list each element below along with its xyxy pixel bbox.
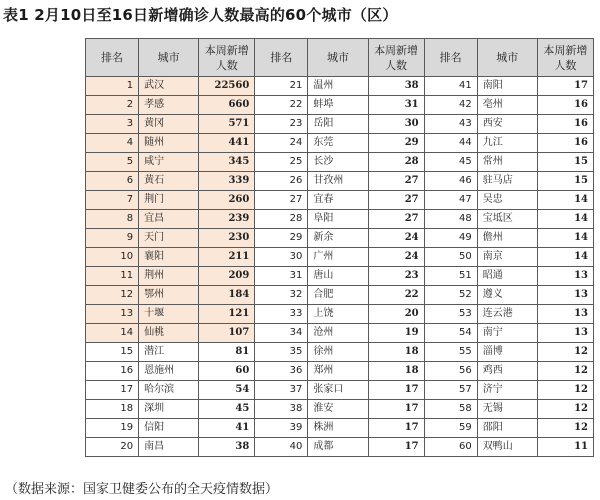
- table-row: [86, 438, 594, 457]
- rank-cell: 52: [424, 286, 477, 305]
- count-cell: 14: [537, 210, 593, 229]
- city-cell: 咸宁: [139, 153, 199, 172]
- city-cell: 唐山: [308, 267, 368, 286]
- city-cell: 南昌: [139, 438, 199, 457]
- table-row: [86, 362, 594, 381]
- city-cell: 昭通: [477, 267, 537, 286]
- count-cell: 24: [368, 229, 424, 248]
- city-cell: 合肥: [308, 286, 368, 305]
- rank-cell: 50: [424, 248, 477, 267]
- count-cell: 12: [537, 400, 593, 419]
- rank-cell: 13: [86, 305, 139, 324]
- table-row: [86, 324, 594, 343]
- rank-cell: 19: [86, 419, 139, 438]
- city-cell: 长沙: [308, 153, 368, 172]
- rank-cell: 25: [255, 153, 308, 172]
- rank-cell: 3: [86, 115, 139, 134]
- data-source-note: （数据来源：国家卫健委公布的全天疫情数据）: [5, 482, 279, 497]
- table-row: [86, 77, 594, 96]
- count-cell: 12: [537, 362, 593, 381]
- city-cell: 邵阳: [477, 419, 537, 438]
- rank-cell: 30: [255, 248, 308, 267]
- city-cell: 沧州: [308, 324, 368, 343]
- city-cell: 蚌埠: [308, 96, 368, 115]
- count-cell: 15: [537, 153, 593, 172]
- city-cell: 岳阳: [308, 115, 368, 134]
- rank-cell: 40: [255, 438, 308, 457]
- count-cell: 27: [368, 191, 424, 210]
- city-cell: 潜江: [139, 343, 199, 362]
- count-cell: 16: [537, 115, 593, 134]
- table-row: [86, 248, 594, 267]
- city-cell: 双鸭山: [477, 438, 537, 457]
- rank-cell: 53: [424, 305, 477, 324]
- city-cell: 黄冈: [139, 115, 199, 134]
- rank-header: 排名: [255, 39, 308, 77]
- count-cell: 27: [368, 172, 424, 191]
- count-cell: 19: [368, 324, 424, 343]
- rank-cell: 5: [86, 153, 139, 172]
- count-cell: 29: [368, 134, 424, 153]
- count-cell: 571: [199, 115, 255, 134]
- rank-cell: 56: [424, 362, 477, 381]
- table-row: [86, 229, 594, 248]
- count-cell: 24: [368, 248, 424, 267]
- table-row: [86, 381, 594, 400]
- count-cell: 345: [199, 153, 255, 172]
- city-cell: 宝坻区: [477, 210, 537, 229]
- rank-cell: 24: [255, 134, 308, 153]
- city-cell: 西安: [477, 115, 537, 134]
- rank-cell: 58: [424, 400, 477, 419]
- city-cell: 阜阳: [308, 210, 368, 229]
- city-cell: 广州: [308, 248, 368, 267]
- rank-cell: 23: [255, 115, 308, 134]
- city-cell: 宜春: [308, 191, 368, 210]
- rank-cell: 31: [255, 267, 308, 286]
- count-cell: 660: [199, 96, 255, 115]
- city-cell: 襄阳: [139, 248, 199, 267]
- count-cell: 107: [199, 324, 255, 343]
- count-cell: 14: [537, 248, 593, 267]
- rank-header: 排名: [86, 39, 139, 77]
- rank-cell: 21: [255, 77, 308, 96]
- count-cell: 17: [368, 419, 424, 438]
- rank-cell: 4: [86, 134, 139, 153]
- count-cell: 30: [368, 115, 424, 134]
- rank-cell: 47: [424, 191, 477, 210]
- count-cell: 16: [537, 134, 593, 153]
- rank-cell: 1: [86, 77, 139, 96]
- rank-cell: 29: [255, 229, 308, 248]
- city-cell: 甘孜州: [308, 172, 368, 191]
- rank-cell: 37: [255, 381, 308, 400]
- city-header: 城市: [308, 39, 368, 77]
- count-cell: 17: [537, 77, 593, 96]
- rank-cell: 59: [424, 419, 477, 438]
- rank-cell: 12: [86, 286, 139, 305]
- city-cell: 荆州: [139, 267, 199, 286]
- city-cell: 十堰: [139, 305, 199, 324]
- city-cell: 淄博: [477, 343, 537, 362]
- table-row: [86, 286, 594, 305]
- table-body: [86, 77, 594, 457]
- city-cell: 常州: [477, 153, 537, 172]
- count-cell: 20: [368, 305, 424, 324]
- count-cell: 12: [537, 343, 593, 362]
- rank-cell: 27: [255, 191, 308, 210]
- count-cell: 441: [199, 134, 255, 153]
- count-cell: 18: [368, 343, 424, 362]
- city-cell: 成都: [308, 438, 368, 457]
- count-cell: 230: [199, 229, 255, 248]
- ranking-table: [85, 38, 594, 457]
- city-cell: 淮安: [308, 400, 368, 419]
- count-cell: 121: [199, 305, 255, 324]
- table-row: [86, 172, 594, 191]
- city-cell: 随州: [139, 134, 199, 153]
- rank-cell: 22: [255, 96, 308, 115]
- count-cell: 11: [537, 438, 593, 457]
- city-cell: 儋州: [477, 229, 537, 248]
- count-cell: 18: [368, 362, 424, 381]
- count-cell: 16: [537, 96, 593, 115]
- rank-header: 排名: [424, 39, 477, 77]
- rank-cell: 14: [86, 324, 139, 343]
- table-row: [86, 419, 594, 438]
- rank-cell: 42: [424, 96, 477, 115]
- count-cell: 13: [537, 286, 593, 305]
- count-cell: 45: [199, 400, 255, 419]
- count-cell: 17: [368, 381, 424, 400]
- table-row: [86, 267, 594, 286]
- count-cell: 239: [199, 210, 255, 229]
- city-cell: 郑州: [308, 362, 368, 381]
- rank-cell: 16: [86, 362, 139, 381]
- rank-cell: 38: [255, 400, 308, 419]
- rank-cell: 33: [255, 305, 308, 324]
- rank-cell: 43: [424, 115, 477, 134]
- city-cell: 荆门: [139, 191, 199, 210]
- rank-cell: 34: [255, 324, 308, 343]
- city-cell: 深圳: [139, 400, 199, 419]
- table-row: [86, 343, 594, 362]
- rank-cell: 9: [86, 229, 139, 248]
- city-cell: 亳州: [477, 96, 537, 115]
- city-cell: 连云港: [477, 305, 537, 324]
- count-cell: 211: [199, 248, 255, 267]
- rank-cell: 32: [255, 286, 308, 305]
- count-cell: 38: [368, 77, 424, 96]
- rank-cell: 60: [424, 438, 477, 457]
- city-cell: 东莞: [308, 134, 368, 153]
- count-cell: 81: [199, 343, 255, 362]
- city-header: 城市: [139, 39, 199, 77]
- city-header: 城市: [477, 39, 537, 77]
- table-title: 表1 2月10日至16日新增确诊人数最高的60个城市（区）: [3, 6, 398, 24]
- count-cell: 15: [537, 172, 593, 191]
- count-cell: 14: [537, 229, 593, 248]
- city-cell: 温州: [308, 77, 368, 96]
- city-cell: 天门: [139, 229, 199, 248]
- count-cell: 12: [537, 381, 593, 400]
- count-cell: 13: [537, 267, 593, 286]
- count-cell: 27: [368, 210, 424, 229]
- table-row: [86, 210, 594, 229]
- table-row: [86, 191, 594, 210]
- city-cell: 南京: [477, 248, 537, 267]
- count-cell: 38: [199, 438, 255, 457]
- city-cell: 九江: [477, 134, 537, 153]
- rank-cell: 6: [86, 172, 139, 191]
- rank-cell: 54: [424, 324, 477, 343]
- rank-cell: 36: [255, 362, 308, 381]
- count-cell: 23: [368, 267, 424, 286]
- table-row: [86, 153, 594, 172]
- count-cell: 14: [537, 191, 593, 210]
- count-cell: 22: [368, 286, 424, 305]
- city-cell: 无锡: [477, 400, 537, 419]
- city-cell: 哈尔滨: [139, 381, 199, 400]
- rank-cell: 57: [424, 381, 477, 400]
- rank-cell: 46: [424, 172, 477, 191]
- city-cell: 恩施州: [139, 362, 199, 381]
- city-cell: 上饶: [308, 305, 368, 324]
- count-cell: 28: [368, 153, 424, 172]
- rank-cell: 15: [86, 343, 139, 362]
- city-cell: 徐州: [308, 343, 368, 362]
- rank-cell: 35: [255, 343, 308, 362]
- count-cell: 13: [537, 324, 593, 343]
- count-cell: 22560: [199, 77, 255, 96]
- city-cell: 鄂州: [139, 286, 199, 305]
- city-cell: 信阳: [139, 419, 199, 438]
- count-cell: 41: [199, 419, 255, 438]
- city-cell: 武汉: [139, 77, 199, 96]
- count-cell: 12: [537, 419, 593, 438]
- rank-cell: 39: [255, 419, 308, 438]
- rank-cell: 20: [86, 438, 139, 457]
- rank-cell: 41: [424, 77, 477, 96]
- rank-cell: 44: [424, 134, 477, 153]
- count-cell: 54: [199, 381, 255, 400]
- city-cell: 株洲: [308, 419, 368, 438]
- city-cell: 张家口: [308, 381, 368, 400]
- count-cell: 209: [199, 267, 255, 286]
- count-header: 本周新增人数: [537, 39, 593, 77]
- city-cell: 鸡西: [477, 362, 537, 381]
- city-cell: 仙桃: [139, 324, 199, 343]
- count-cell: 339: [199, 172, 255, 191]
- rank-cell: 18: [86, 400, 139, 419]
- city-cell: 宜昌: [139, 210, 199, 229]
- city-cell: 新余: [308, 229, 368, 248]
- city-cell: 吴忠: [477, 191, 537, 210]
- count-cell: 260: [199, 191, 255, 210]
- table-row: [86, 400, 594, 419]
- rank-cell: 10: [86, 248, 139, 267]
- count-cell: 17: [368, 400, 424, 419]
- rank-cell: 11: [86, 267, 139, 286]
- city-cell: 黄石: [139, 172, 199, 191]
- count-header: 本周新增人数: [199, 39, 255, 77]
- city-cell: 遵义: [477, 286, 537, 305]
- rank-cell: 45: [424, 153, 477, 172]
- rank-cell: 28: [255, 210, 308, 229]
- city-cell: 南阳: [477, 77, 537, 96]
- rank-cell: 55: [424, 343, 477, 362]
- count-cell: 17: [368, 438, 424, 457]
- city-cell: 孝感: [139, 96, 199, 115]
- rank-cell: 7: [86, 191, 139, 210]
- city-cell: 济宁: [477, 381, 537, 400]
- rank-cell: 49: [424, 229, 477, 248]
- rank-cell: 2: [86, 96, 139, 115]
- header-row: [86, 39, 594, 77]
- table-row: [86, 134, 594, 153]
- table-row: [86, 115, 594, 134]
- count-cell: 31: [368, 96, 424, 115]
- city-cell: 驻马店: [477, 172, 537, 191]
- count-cell: 13: [537, 305, 593, 324]
- rank-cell: 51: [424, 267, 477, 286]
- rank-cell: 8: [86, 210, 139, 229]
- rank-cell: 17: [86, 381, 139, 400]
- count-header: 本周新增人数: [368, 39, 424, 77]
- count-cell: 184: [199, 286, 255, 305]
- rank-cell: 48: [424, 210, 477, 229]
- count-cell: 60: [199, 362, 255, 381]
- table-row: [86, 305, 594, 324]
- rank-cell: 26: [255, 172, 308, 191]
- table-row: [86, 96, 594, 115]
- city-cell: 南宁: [477, 324, 537, 343]
